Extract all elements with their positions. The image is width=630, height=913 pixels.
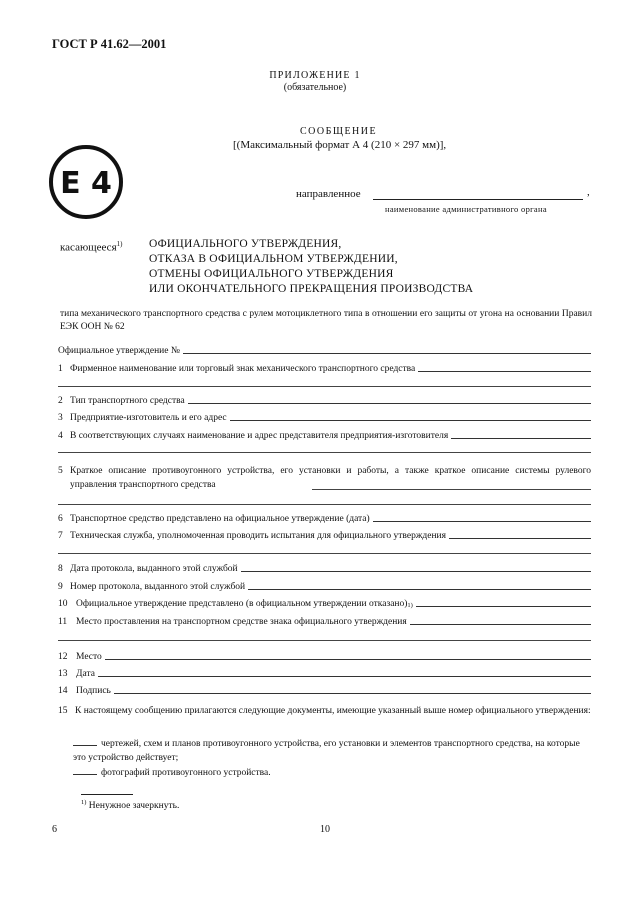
- document-code: ГОСТ Р 41.62—2001: [52, 37, 167, 51]
- blank-line[interactable]: [58, 386, 591, 387]
- item-8-label: Дата протокола, выданного этой службой: [70, 564, 238, 574]
- item-15-label: К настоящему сообщению прилагаются следующие документы, имеющие указанный выше номер официального утверждения:: [75, 706, 591, 716]
- item-5-field[interactable]: [58, 464, 591, 492]
- footnote-mark: 1): [81, 799, 87, 806]
- e4-mark-text: E 4: [60, 166, 112, 201]
- item-number: 14: [58, 686, 68, 696]
- item-number: 9: [58, 582, 63, 592]
- item-6-label: Транспортное средство представлено на официальное утверждение (дата): [70, 514, 370, 524]
- item-12-label: Место: [76, 652, 102, 662]
- item-number: 3: [58, 413, 63, 423]
- item-11-label: Место проставления на транспортном средстве знака официального утверждения: [76, 617, 407, 627]
- item-4-field[interactable]: [58, 431, 591, 441]
- message-format: [(Максимальный формат А 4 (210 × 297 мм)],: [233, 139, 447, 151]
- footnote-mark: 1): [407, 602, 413, 609]
- addressed-caption: наименование административного органа: [385, 204, 547, 214]
- item-number: 2: [58, 396, 63, 406]
- blank-line[interactable]: [58, 640, 591, 641]
- appendix-status: (обязательное): [283, 82, 347, 93]
- concerning-line-1: ОФИЦИАЛЬНОГО УТВЕРЖДЕНИЯ,: [149, 238, 342, 250]
- item-2-field[interactable]: [58, 396, 591, 406]
- attachment-count-field[interactable]: [73, 774, 97, 775]
- approval-number-label: Официальное утверждение №: [58, 346, 180, 356]
- attachment-drawings: [73, 737, 591, 765]
- attachment-drawings-text: чертежей, схем и планов противоугонного устройства, его установки и элементов транспортного средства, на которые это устройство действует;: [73, 739, 580, 763]
- item-number: 13: [58, 669, 68, 679]
- item-number: 7: [58, 531, 63, 541]
- item-10-label: Официальное утверждение представлено (в официальном утверждении отказано): [76, 599, 408, 609]
- item-number: 5: [58, 466, 63, 476]
- appendix-title: ПРИЛОЖЕНИЕ 1: [269, 70, 361, 81]
- message-title: СООБЩЕНИЕ: [300, 126, 378, 137]
- item-1-label: Фирменное наименование или торговый знак механического транспортного средства: [70, 364, 416, 374]
- addressed-label: направленное: [296, 188, 361, 200]
- item-11-field[interactable]: [58, 617, 591, 627]
- item-number: 12: [58, 652, 68, 662]
- concerning-line-2: ОТКАЗА В ОФИЦИАЛЬНОМ УТВЕРЖДЕНИИ,: [149, 253, 398, 265]
- attachment-count-field[interactable]: [73, 745, 97, 746]
- attachment-photos: [73, 766, 591, 780]
- item-number: 6: [58, 514, 63, 524]
- item-2-label: Тип транспортного средства: [70, 396, 185, 406]
- item-9-field[interactable]: [58, 582, 591, 592]
- item-7-field[interactable]: [58, 531, 591, 541]
- item-13-label: Дата: [76, 669, 95, 679]
- concerning-line-4: ИЛИ ОКОНЧАТЕЛЬНОГО ПРЕКРАЩЕНИЯ ПРОИЗВОДСТВА: [149, 283, 474, 295]
- blank-line[interactable]: [58, 504, 591, 505]
- item-6-field[interactable]: [58, 514, 591, 524]
- footnote-text: Ненужное зачеркнуть.: [88, 801, 180, 812]
- footnote-mark: 1): [116, 240, 123, 248]
- item-number: 4: [58, 431, 63, 441]
- vehicle-type-text: типа механического транспортного средства с рулем мотоциклетного типа в отношении его защиты от угона на основании Правил ЕЭК ООН № 62: [60, 309, 592, 332]
- item-9-label: Номер протокола, выданного этой службой: [70, 582, 246, 592]
- attachment-photos-text: фотографий противоугонного устройства.: [101, 768, 271, 778]
- item-7-label: Техническая служба, уполномоченная проводить испытания для официального утверждения: [70, 531, 446, 541]
- item-5-label: Краткое описание противоугонного устройства, его установки и работы, а также краткое описание системы рулевого управления транспортного средства: [70, 466, 591, 490]
- item-10-field[interactable]: [58, 599, 591, 609]
- item-3-field[interactable]: [58, 413, 591, 423]
- approval-number-field[interactable]: [58, 346, 591, 356]
- item-number: 10: [58, 599, 68, 609]
- item-number: 1: [58, 364, 63, 374]
- item-14-field[interactable]: [58, 686, 591, 696]
- item-number: 15: [58, 706, 68, 716]
- item-3-label: Предприятие-изготовитель и его адрес: [70, 413, 227, 423]
- item-number: 8: [58, 564, 63, 574]
- addressed-comma: ,: [587, 186, 590, 198]
- item-1-field[interactable]: [58, 364, 591, 374]
- item-4-label: В соответствующих случаях наименование и адрес представителя предприятия-изготовителя: [70, 431, 449, 441]
- sheet-number: 10: [320, 824, 330, 835]
- item-13-field[interactable]: [58, 669, 591, 679]
- footnote-divider: [81, 794, 133, 795]
- blank-line[interactable]: [58, 452, 591, 453]
- item-12-field[interactable]: [58, 652, 591, 662]
- addressed-field[interactable]: [373, 199, 583, 200]
- concerning-label-text: касающееся: [60, 241, 117, 254]
- concerning-label: [60, 240, 122, 254]
- concerning-line-3: ОТМЕНЫ ОФИЦИАЛЬНОГО УТВЕРЖДЕНИЯ: [149, 268, 394, 280]
- blank-line[interactable]: [312, 489, 591, 490]
- e4-approval-mark-icon: [48, 144, 124, 220]
- item-8-field[interactable]: [58, 564, 591, 574]
- footnote: [81, 799, 179, 811]
- item-15-text: [58, 704, 591, 718]
- item-number: 11: [58, 617, 68, 627]
- page-number: 6: [52, 824, 57, 835]
- blank-line[interactable]: [58, 553, 591, 554]
- item-14-label: Подпись: [76, 686, 111, 696]
